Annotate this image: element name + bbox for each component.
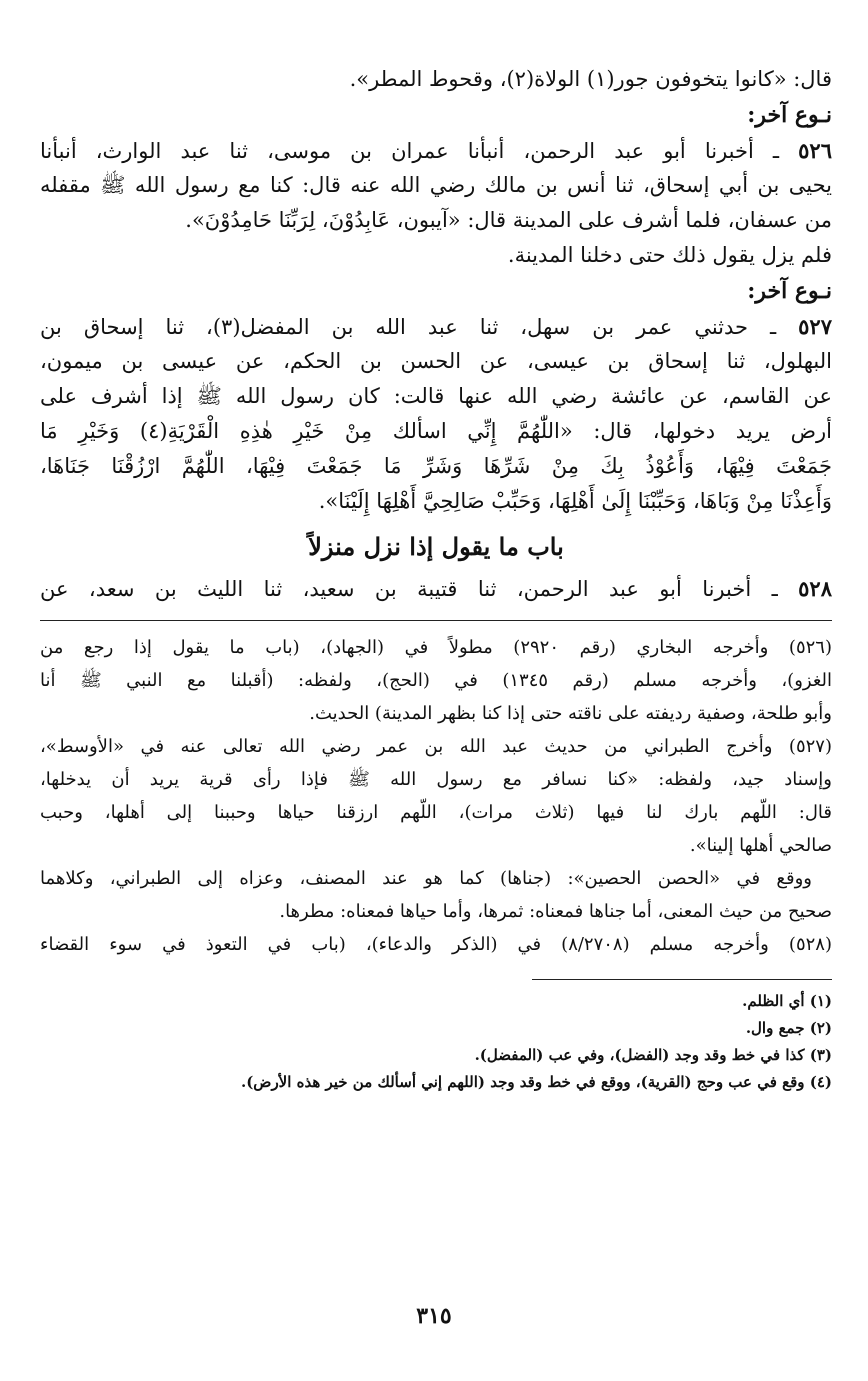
note-line: الغزو)، وأخرجه مسلم (رقم ١٣٤٥) في (الحج)، ولفظه: (أقبلنا مع النبي ﷺ أنا [40, 670, 832, 691]
hadith-text: ـ حدثني عمر بن سهل، ثنا عبد الله بن المفضل(٣)، ثنا إسحاق بن [40, 315, 799, 339]
note-line: (٥٢٧) وأخرج الطبراني من حديث عبد الله بن عمر رضي الله تعالى عنه في «الأوسط»، [40, 736, 832, 757]
text-line: وَأَعِذْنَا مِنْ وَبَاهَا، وَحَبِّبْنَا إِلَىٰ أَهْلِهَا، وَحَبِّبْ صَالِحِيَّ أَهْلِهَا إِلَيْنَا». [318, 489, 832, 513]
subheading: نـوع آخر: [747, 278, 832, 304]
footnote: (٣) كذا في خط وقد وجد (الفضل)، وفي عب (المفضل). [474, 1046, 832, 1064]
note-line: (٥٢٨) وأخرجه مسلم (٨/٢٧٠٨) في (الذكر والدعاء)، (باب في التعوذ في سوء القضاء [40, 934, 832, 955]
hadith-text: ـ أخبرنا أبو عبد الرحمن، ثنا قتيبة بن سعيد، ثنا الليث بن سعد، عن [40, 577, 799, 601]
text-line: فلم يزل يقول ذلك حتى دخلنا المدينة. [507, 243, 832, 267]
footnote: (٤) وقع في عب وحج (القرية)، ووقع في خط وقد وجد (اللهم إني أسألك من خير هذه الأرض). [240, 1073, 832, 1091]
note-line: قال: اللّهم بارك لنا فيها (ثلاث مرات)، اللّهم ارزقنا حياها وحببنا إلى أهلها، وحبب [40, 802, 832, 823]
text-line: من عسفان، فلما أشرف على المدينة قال: «آيبون، عَابِدُوْنَ، لِرَبِّنَا حَامِدُوْنَ». [185, 208, 832, 232]
hadith-526-line [40, 133, 832, 168]
hadith-number: ٥٢٨ [798, 576, 832, 601]
note-line: ووقع في «الحصن الحصين»: (جناها) كما هو عند المصنف، وعزاه إلى الطبراني، وكلاهما [40, 868, 812, 889]
text-line: عن القاسم، عن عائشة رضي الله عنها قالت: كان رسول الله ﷺ إذا أشرف على [40, 384, 832, 408]
section-title: باب ما يقول إذا نزل منزلاً [308, 532, 564, 561]
footnote: (١) أي الظلم. [742, 992, 832, 1010]
text-line: يحيى بن أبي إسحاق، ثنا أنس بن مالك رضي الله عنه قال: كنا مع رسول الله ﷺ مقفله [40, 173, 832, 197]
note-line: (٥٢٦) وأخرجه البخاري (رقم ٢٩٢٠) مطولاً في (الجهاد)، (باب ما يقول إذا رجع من [40, 637, 832, 658]
page-number: ٣١٥ [416, 1303, 452, 1329]
note-line: وأبو طلحة، وصفية رديفته على ناقته حتى إذا كنا بظهر المدينة) الحديث. [309, 703, 832, 724]
text-line: البهلول، ثنا إسحاق بن عيسى، عن الحسن بن الحكم، عن عيسى بن ميمون، [40, 349, 832, 373]
commentary-notes [40, 631, 832, 961]
hadith-528-line [40, 571, 832, 606]
note-line: وإسناد جيد، ولفظه: «كنا نسافر مع رسول الله ﷺ فإذا رأى قرية يريد أن يدخلها، [40, 769, 832, 790]
notes-divider [40, 620, 832, 621]
footnote: (٢) جمع وال. [745, 1019, 832, 1037]
note-line: صالحي أهلها إلينا». [689, 835, 832, 856]
hadith-527-line [40, 309, 832, 344]
hadith-text: ـ أخبرنا أبو عبد الرحمن، أنبأنا عمران بن موسى، ثنا عبد الوارث، أنبأنا [40, 139, 799, 163]
page-body [40, 62, 832, 1096]
hadith-number: ٥٢٦ [798, 138, 832, 163]
text-line: جَمَعْتَ فِيْهَا، وَأَعُوْذُ بِكَ مِنْ شَرِّهَا وَشَرِّ مَا جَمَعْتَ فِيْهَا، اللّٰهُمَّ ارْزُقْنَا جَنَاهَا، [40, 454, 832, 478]
footnotes-divider [532, 979, 832, 980]
text-line: أرض يريد دخولها، قال: «اللّٰهُمَّ إِنِّي اسألك مِنْ خَيْرِ هٰذِهِ الْقَرْيَةِ(٤) وَخَيْرِ مَا [40, 419, 832, 443]
text-line: قال: «كانوا يتخوفون جور(١) الولاة(٢)، وقحوط المطر». [349, 67, 832, 91]
hadith-number: ٥٢٧ [798, 314, 832, 339]
subheading: نـوع آخر: [747, 102, 832, 128]
note-line: صحيح من حيث المعنى، أما جناها فمعناه: ثمرها، وأما حياها فمعناه: مطرها. [279, 901, 832, 922]
main-text [40, 62, 832, 606]
footnotes [40, 988, 832, 1096]
